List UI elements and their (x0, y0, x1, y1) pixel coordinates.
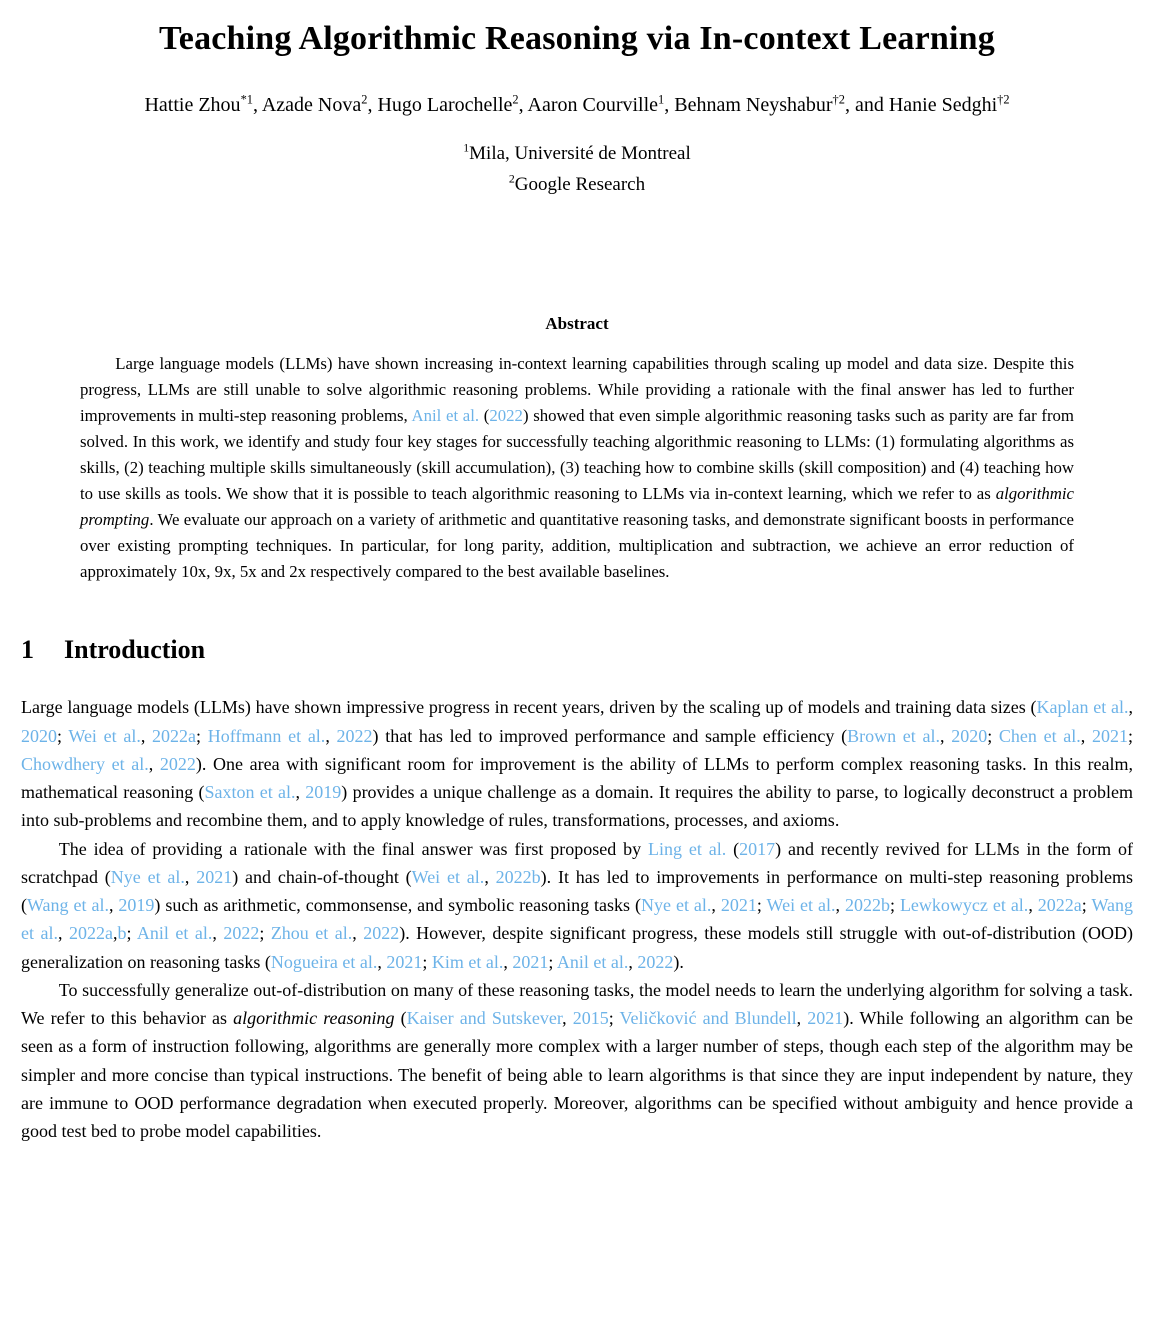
citation-link[interactable]: 2020 (951, 725, 988, 746)
citation-link[interactable]: 2022a (152, 725, 197, 746)
affiliation-line-1: $^1$Mila, Université de Montreal (463, 141, 691, 164)
citation-link[interactable]: Chen et al. (998, 725, 1081, 746)
section-heading (21, 635, 1133, 665)
citation-link[interactable]: b (117, 923, 127, 944)
citation-link[interactable]: 2019 (305, 782, 342, 803)
section-title: Introduction (64, 635, 206, 665)
citation-link[interactable]: Zhou et al. (270, 923, 353, 944)
citation-link[interactable]: Ling et al. (648, 838, 727, 859)
citation-link[interactable]: 2022b (844, 895, 890, 916)
citation-link[interactable]: Kaplan et al. (1036, 697, 1129, 718)
citation-link[interactable]: 2022a (1037, 895, 1082, 916)
citation-link[interactable]: 2022 (223, 923, 260, 944)
citation-link[interactable]: 2021 (196, 866, 233, 887)
paper-title: Teaching Algorithmic Reasoning via In-context Learning (159, 20, 995, 57)
citation-link[interactable]: Hoffmann et al. (207, 725, 326, 746)
citation-link[interactable]: 2021 (1092, 725, 1129, 746)
citation-link[interactable]: 2022 (637, 951, 674, 972)
citation-link[interactable]: 2021 (512, 951, 549, 972)
citation-link[interactable]: Nogueira et al. (270, 951, 378, 972)
citation-link[interactable]: 2015 (572, 1008, 609, 1029)
citation-link[interactable]: Veličković and Blundell (619, 1008, 797, 1029)
citation-link[interactable]: 2017 (739, 838, 776, 859)
citation-link[interactable]: Wei et al. (68, 725, 141, 746)
citation-link[interactable]: Kim et al. (431, 951, 504, 972)
citation-link[interactable]: Anil et al. (411, 406, 480, 426)
citation-link[interactable]: 2020 (21, 725, 57, 746)
citation-link[interactable]: 2022b (495, 866, 541, 887)
superscript-marker: †2 (997, 92, 1010, 107)
abstract-text: Large language models (LLMs) have shown increasing in-context learning capabilities through scaling up model and data size. Despite this progress, LLMs are still unable to solve algorithmic reasoning problems. While providing a rationale with the final answer has led to further improvements in multi-step reasoning problems, Anil et al. (2022) showed that even simple algorithmic reasoning tasks such as parity are far from solved. In this work, we identify and study four key stages for successfully teaching algorithmic reasoning to LLMs: (1) formulating algorithms as skills, (2) teaching multiple skills simultaneously (skill accumulation), (3) teaching how to combine skills (skill composition) and (4) teaching how to use skills as tools. We show that it is possible to teach algorithmic reasoning to LLMs via in-context learning, which we refer to as algorithmic prompting. We evaluate our approach on a variety of arithmetic and quantitative reasoning tasks, and demonstrate significant boosts in performance over existing prompting techniques. In particular, for long parity, addition, multiplication and subtraction, we achieve an error reduction of approximately 10x, 9x, 5x and 2x respectively compared to the best available baselines. (80, 354, 1074, 582)
emphasis-text: algorithmic prompting (80, 484, 1074, 530)
superscript-marker: 2 (508, 172, 515, 186)
superscript-marker: †2 (832, 92, 845, 107)
affiliation-line-2: $^2$Google Research (508, 172, 646, 195)
citation-link[interactable]: Wei et al. (411, 866, 485, 887)
superscript-marker: 2 (361, 92, 368, 107)
citation-link[interactable]: 2022 (363, 923, 400, 944)
citation-link[interactable]: Wang et al. (21, 895, 1133, 944)
citation-link[interactable]: 2022 (336, 725, 373, 746)
superscript-marker: 1 (463, 141, 470, 155)
citation-link[interactable]: 2019 (118, 895, 155, 916)
intro-paragraph-1: Large language models (LLMs) have shown impressive progress in recent years, driven by the scaling up of models and training data sizes (Kaplan et al., 2020; Wei et al., 2022a; Hoffmann et al., 2022) that has led to improved performance and sample efficiency (Brown et al., 2020; Chen et al., 2021; Chowdhery et al., 2022). One area with significant room for improvement is the ability of LLMs to perform complex reasoning tasks. In this realm, mathematical reasoning (Saxton et al., 2019) provides a unique challenge as a domain. It requires the ability to parse, to logically deconstruct a problem into sub-problems and recombine them, and to apply knowledge of rules, transformations, processes, and axioms. (21, 697, 1134, 831)
superscript-marker: 2 (512, 92, 519, 107)
citation-link[interactable]: 2022 (159, 753, 196, 774)
superscript-marker: 1 (658, 92, 665, 107)
citation-link[interactable]: 2021 (720, 895, 757, 916)
intro-paragraph-3: To successfully generalize out-of-distribution on many of these reasoning tasks, the model needs to learn the underlying algorithm for solving a task. We refer to this behavior as algorithmic reasoning (Kaiser and Sutskever, 2015; Veličković and Blundell, 2021). While following an algorithm can be seen as a form of instruction following, algorithms are generally more complex with a larger number of steps, though each step of the algorithm may be simpler and more concise than typical instructions. The benefit of being able to learn algorithms is that since they are input independent by nature, they are immune to OOD performance degradation when executed properly. Moreover, algorithms can be specified without ambiguity and hence provide a good test bed to probe model capabilities. (21, 979, 1133, 1142)
superscript-marker: *1 (240, 92, 253, 107)
citation-link[interactable]: Nye et al. (641, 895, 712, 916)
citation-link[interactable]: 2022 (489, 406, 523, 426)
emphasis-text: algorithmic reasoning (233, 1008, 395, 1029)
citation-link[interactable]: Kaiser and Sutskever (406, 1008, 563, 1029)
citation-link[interactable]: Nye et al. (110, 866, 185, 887)
citation-link[interactable]: Saxton et al. (204, 782, 296, 803)
intro-paragraph-2: The idea of providing a rationale with the final answer was first proposed by Ling et al. (2017) and recently revived for LLMs in the form of scratchpad (Nye et al., 2021) and chain-of-thought (Wei et al., 2022b). It has led to improvements in performance on multi-step reasoning problems (Wang et al., 2019) such as arithmetic, commonsense, and symbolic reasoning tasks (Nye et al., 2021; Wei et al., 2022b; Lewkowycz et al., 2022a; Wang et al., 2022a,b; Anil et al., 2022; Zhou et al., 2022). However, despite significant progress, these models still struggle with out-of-distribution (OOD) generalization on reasoning tasks (Nogueira et al., 2021; Kim et al., 2021; Anil et al., 2022). (21, 838, 1134, 972)
citation-link[interactable]: Chowdhery et al. (21, 753, 149, 774)
citation-link[interactable]: Brown et al. (847, 725, 940, 746)
citation-link[interactable]: 2021 (807, 1008, 844, 1029)
citation-link[interactable]: Wei et al. (766, 895, 836, 916)
citation-link[interactable]: 2022a (68, 923, 113, 944)
authors-line: Hattie Zhou$^{*1}$, Azade Nova$^2$, Hugo Larochelle$^2$, Aaron Courville$^1$, Behnam Neyshabur$^{\dagger 2}$, and Hanie Sedghi$^{\dagger 2}$ (144, 92, 1010, 116)
citation-link[interactable]: Wang et al. (27, 895, 109, 916)
citation-link[interactable]: Anil et al. (556, 951, 629, 972)
citation-link[interactable]: Anil et al. (136, 923, 213, 944)
citation-link[interactable]: Lewkowycz et al. (899, 895, 1029, 916)
citation-link[interactable]: 2021 (386, 951, 423, 972)
abstract-heading: Abstract (545, 314, 609, 333)
section-number: 1 (21, 635, 34, 665)
